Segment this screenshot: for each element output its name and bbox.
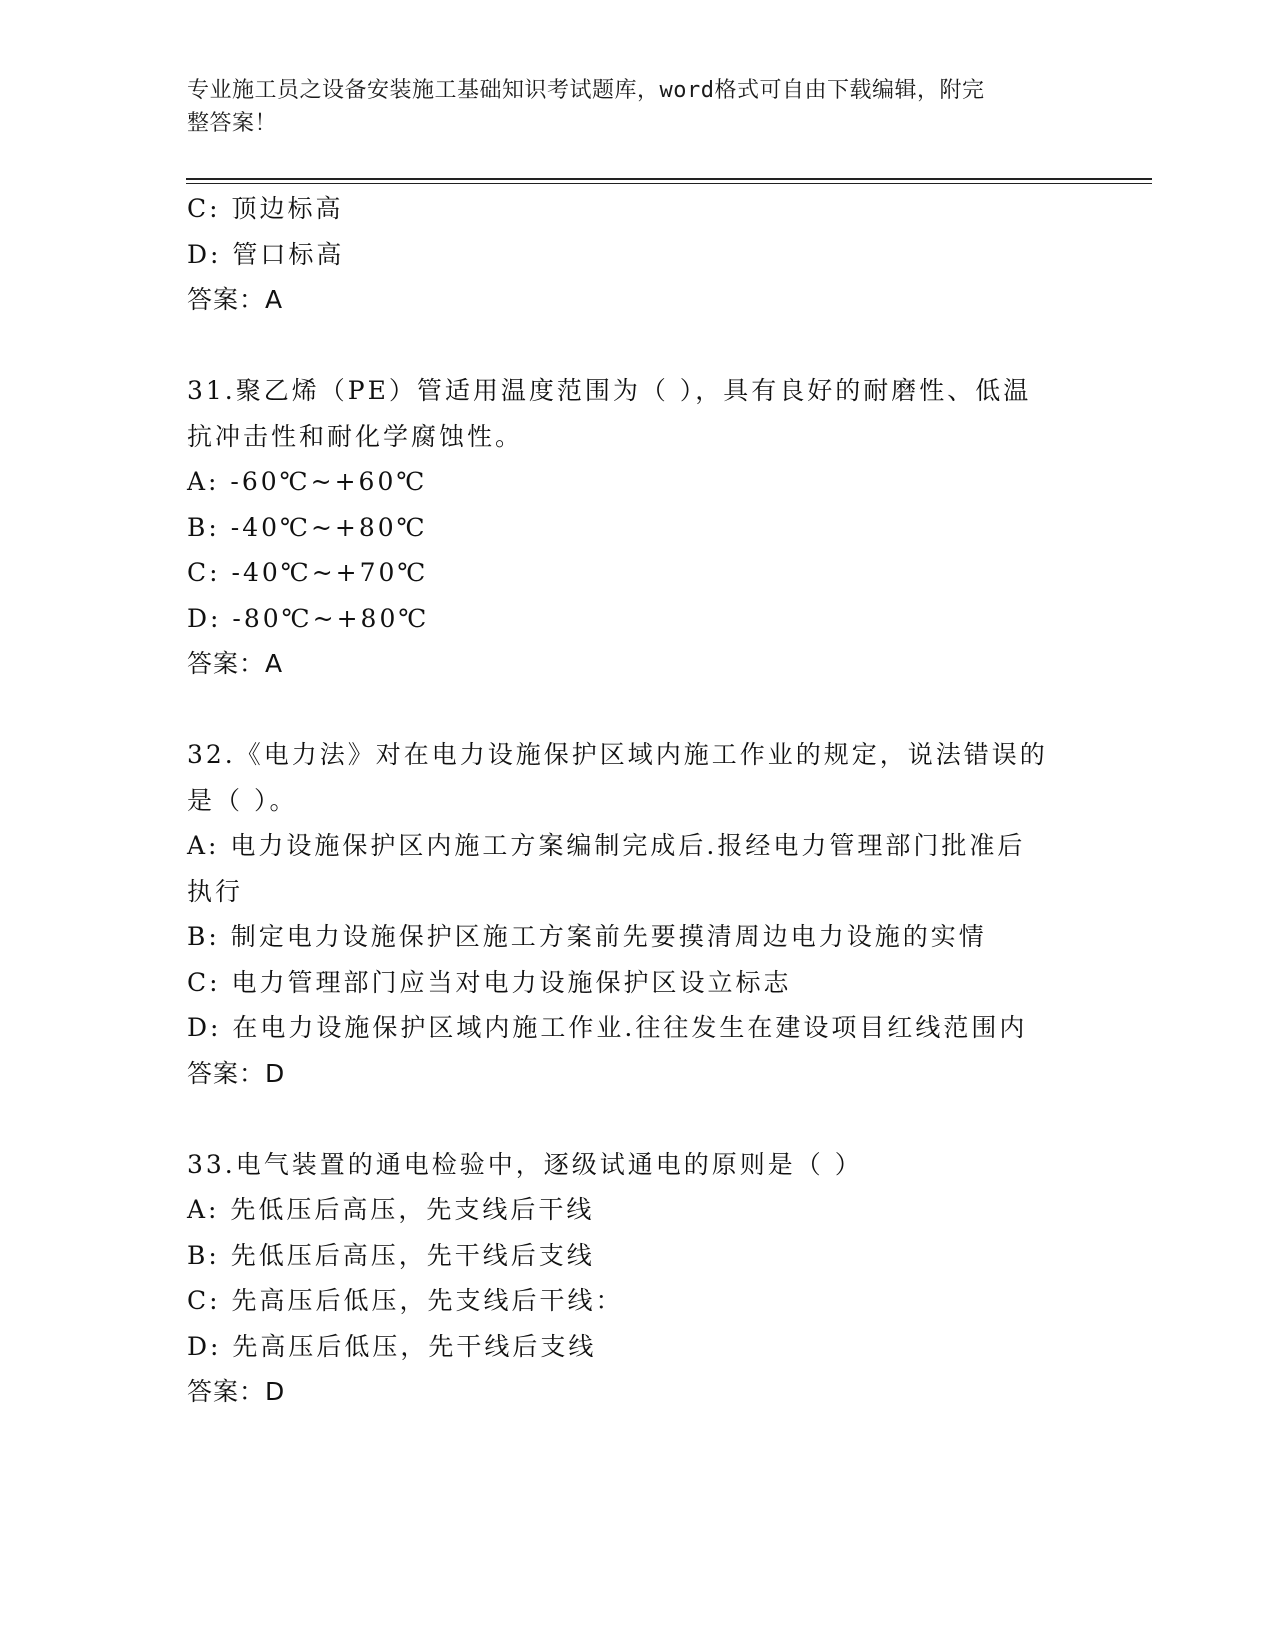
exam-content bbox=[187, 186, 1107, 1415]
question-stem: 31.聚乙烯（PE）管适用温度范围为（ ），具有良好的耐磨性、低温 bbox=[187, 376, 1032, 405]
answer: 答案：A bbox=[187, 649, 284, 678]
page-header bbox=[187, 74, 1067, 140]
header-rule-thin bbox=[186, 183, 1152, 184]
option-d: D: 在电力设施保护区域内施工作业.往往发生在建设项目红线范围内 bbox=[187, 1013, 1028, 1042]
question-33 bbox=[187, 1142, 1107, 1415]
question-30-tail bbox=[187, 186, 1107, 323]
option-a: A: -60℃~+60℃ bbox=[187, 467, 428, 496]
answer: 答案：D bbox=[187, 1058, 286, 1088]
question-stem: 32.《电力法》对在电力设施保护区域内施工作业的规定，说法错误的 bbox=[187, 740, 1048, 769]
option-b: B: -40℃~+80℃ bbox=[187, 512, 428, 542]
header-line-2: 整答案！ bbox=[187, 111, 278, 136]
option-a: A: 电力设施保护区内施工方案编制完成后.报经电力管理部门批准后 bbox=[187, 831, 1026, 860]
question-32 bbox=[187, 732, 1107, 1096]
option-d: D: -80℃~+80℃ bbox=[187, 603, 430, 633]
header-line-1: 专业施工员之设备安装施工基础知识考试题库，word格式可自由下载编辑，附完 bbox=[187, 78, 985, 103]
option-c: C: 顶边标高 bbox=[187, 194, 344, 223]
option-d: D: 先高压后低压，先干线后支线 bbox=[187, 1331, 597, 1361]
question-31 bbox=[187, 368, 1107, 687]
option-a: A: 先低压后高压，先支线后干线 bbox=[187, 1195, 595, 1224]
option-c: C: 先高压后低压，先支线后干线： bbox=[187, 1286, 624, 1315]
option-b: B: 制定电力设施保护区施工方案前先要摸清周边电力设施的实情 bbox=[187, 922, 987, 951]
option-b: B: 先低压后高压，先干线后支线 bbox=[187, 1240, 595, 1270]
question-stem: 是（ ）。 bbox=[187, 785, 298, 815]
answer: 答案：A bbox=[187, 285, 284, 314]
option-d: D: 管口标高 bbox=[187, 239, 345, 269]
option-c: C: -40℃~+70℃ bbox=[187, 558, 429, 587]
question-stem: 抗冲击性和耐化学腐蚀性。 bbox=[187, 421, 524, 451]
header-rule-thick bbox=[186, 178, 1152, 180]
option-c: C: 电力管理部门应当对电力设施保护区设立标志 bbox=[187, 967, 792, 997]
answer: 答案：D bbox=[187, 1377, 286, 1406]
option-a-continued: 执行 bbox=[187, 876, 244, 906]
question-stem: 33.电气装置的通电检验中，逐级试通电的原则是（ ） bbox=[187, 1149, 863, 1179]
